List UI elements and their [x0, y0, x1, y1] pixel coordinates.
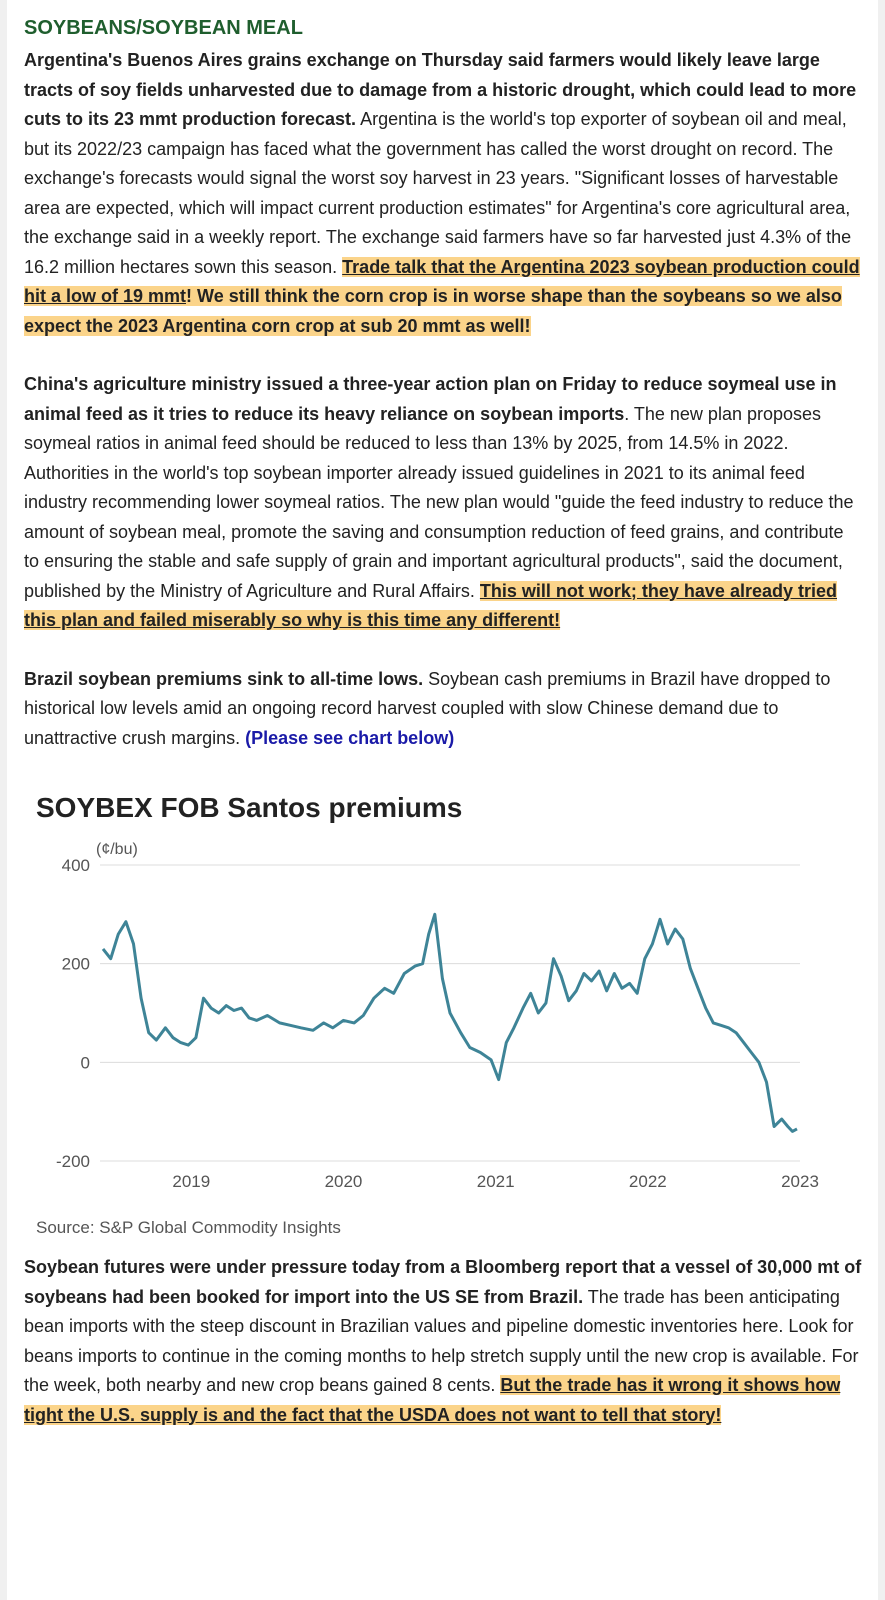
chart-x-tick-label: 2022: [628, 1172, 667, 1191]
premiums-chart: [24, 777, 862, 1247]
futures-lead: Soybean futures were under pressure today from a Bloomberg report that a vessel of 30,000 mt of soybeans had been booked for import into the US SE from Brazil.: [24, 1257, 862, 1307]
chart-reference: (Please see chart below): [245, 727, 455, 748]
chart-x-tick-label: 2021: [476, 1172, 515, 1191]
argentina-highlight-underlined: Trade talk that the Argentina 2023 soybean production could hit a low of 19 mmt: [24, 256, 860, 306]
newsletter-page: [7, 0, 878, 1600]
futures-paragraph: [24, 1253, 862, 1430]
brazil-body: Soybean cash premiums in Brazil have dropped to historical low levels amid an ongoing record harvest coupled with slow Chinese demand due to unattractive crush margins.: [24, 668, 831, 748]
brazil-lead: Brazil soybean premiums sink to all-time lows.: [24, 668, 424, 689]
brazil-paragraph: [24, 665, 862, 754]
section-title: SOYBEANS/SOYBEAN MEAL: [24, 17, 303, 39]
chart-x-tick-label: 2019: [172, 1172, 211, 1191]
chart-y-tick-label: 0: [80, 1053, 90, 1073]
chart-source: Source: S&P Global Commodity Insights: [36, 1218, 341, 1237]
china-body: . The new plan proposes soymeal ratios in animal feed should be reduced to less than 13% by 2025, from 14.5% in 2022. Authorities in the world's top soybean importer already issued guidelines in 2021 to its animal feed industry recommending lower soymeal ratios. The new plan would "guide the feed industry to reduce the amount of soybean meal, promote the saving and consumption reduction of feed grains, and contribute to ensuring the stable and safe supply of grain and important agricultural products", said the document, published by the Ministry of Agriculture and Rural Affairs.: [24, 403, 854, 601]
chart-x-tick-label: 2020: [324, 1172, 363, 1191]
china-paragraph: [24, 370, 862, 636]
argentina-paragraph: [24, 46, 862, 341]
chart-y-tick-label: 400: [61, 856, 90, 875]
chart-x-ticks: [172, 1172, 819, 1191]
chart-y-tick-label: 200: [61, 954, 90, 974]
argentina-body: Argentina is the world's top exporter of soybean oil and meal, but its 2022/23 campaign has faced what the government has called the worst drought on record. The exchange's forecasts would signal the worst soy harvest in 23 years. "Significant losses of harvestable area are expected, which will impact current production estimates" for Argentina's core agricultural area, the exchange said in a weekly report. The exchange said farmers have so far harvested just 4.3% of the 16.2 million hectares sown this season.: [24, 109, 852, 277]
chart-y-tick-label: -200: [55, 1152, 90, 1171]
argentina-lead: Argentina's Buenos Aires grains exchange on Thursday said farmers would likely leave large tracts of soy fields unharvested due to damage from a historic drought, which could lead to more cuts to its 23 mmt production forecast.: [24, 50, 857, 129]
chart-y-ticks: [56, 856, 90, 1171]
china-highlight: This will not work; they have already tried this plan and failed miserably so why is this time any different!: [24, 580, 837, 630]
futures-body: The trade has been anticipating bean imports with the steep discount in Brazilian values and pipeline domestic inventories here. Look for beans imports to continue in the coming months to help stretch supply until the new crop is available. For the week, both nearby and new crop beans gained 8 cents.: [24, 1286, 859, 1395]
china-lead: China's agriculture ministry issued a three-year action plan on Friday to reduce soymeal use in animal feed as it tries to reduce its heavy reliance on soybean imports: [24, 374, 837, 424]
chart-y-unit: (¢/bu): [96, 841, 138, 858]
chart-series-line: [103, 914, 797, 1131]
argentina-highlight: ! We still think the corn crop is in worse shape than the soybeans so we also expect the 2023 Argentina corn crop at sub 20 mmt as well!: [24, 286, 842, 336]
newsletter-content: [24, 14, 862, 1430]
chart-title: SOYBEX FOB Santos premiums: [36, 792, 463, 823]
premiums-chart-svg: [24, 777, 862, 1247]
futures-highlight: But the trade has it wrong it shows how tight the U.S. supply is and the fact that the USDA does not want to tell that story!: [24, 1375, 841, 1425]
chart-x-tick-label: 2023: [781, 1172, 819, 1191]
